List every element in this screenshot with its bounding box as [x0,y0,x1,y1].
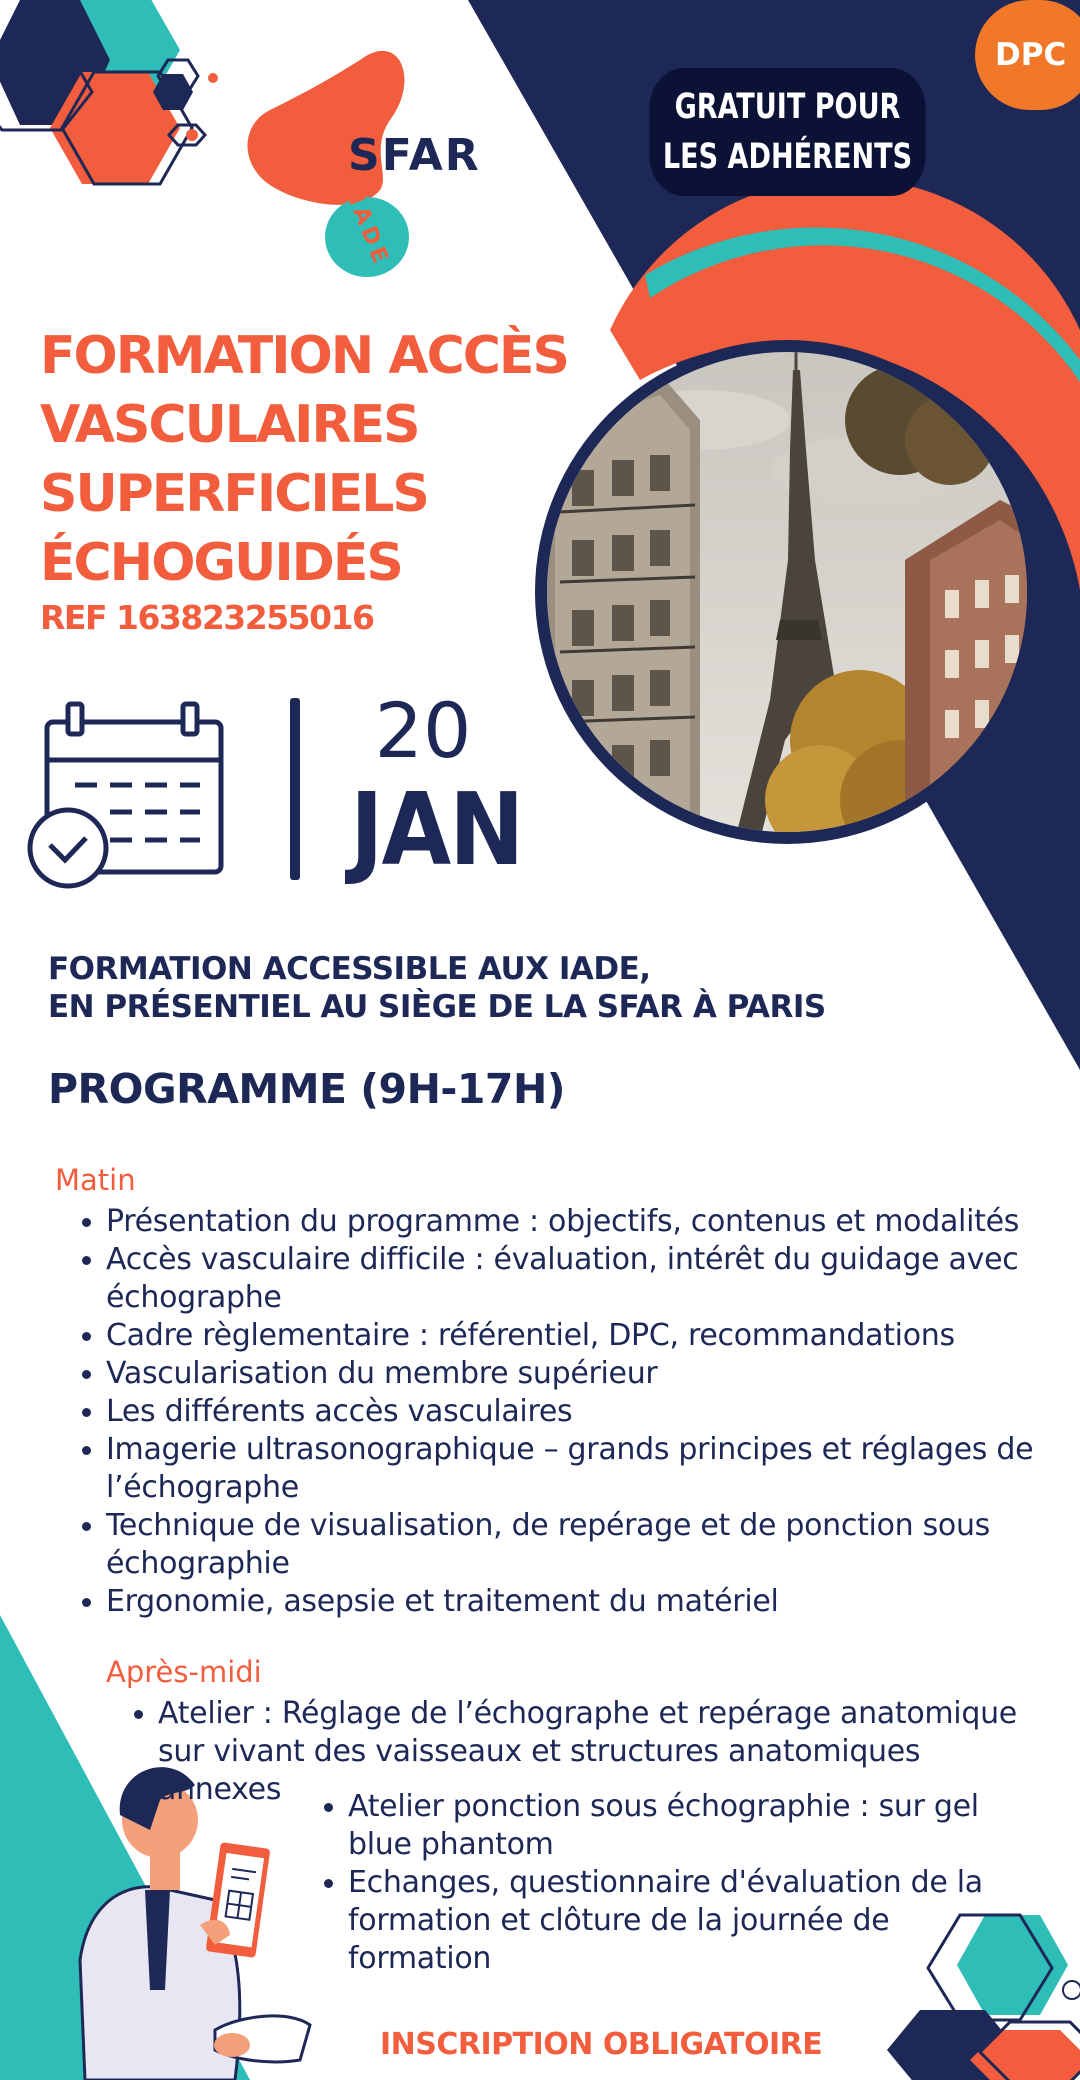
list-item: Imagerie ultrasonographique – grands principes et réglages de l’échographe [80,1431,1055,1507]
title-line-1: FORMATION ACCÈS [40,326,568,386]
free-badge-line2: LES ADHÉRENTS [662,137,913,177]
list-item: Technique de visualisation, de repérage et de ponction sous échographie [80,1507,1055,1583]
list-item: Présentation du programme : objectifs, contenus et modalités [80,1203,1055,1241]
title-line-4: ÉCHOGUIDÉS [40,533,402,593]
access-line-2: EN PRÉSENTIEL AU SIÈGE DE LA SFAR À PARIS [48,989,826,1025]
free-badge-line1: GRATUIT POUR [674,87,901,127]
apres-midi-list-2 [322,1788,1002,1978]
list-item: Atelier : Réglage de l’échographe et repérage anatomique sur vivant des vaisseaux et structures anatomiques annexes [132,1695,1052,1809]
reference-number: REF 163823255016 [40,598,374,637]
matin-label: Matin [55,1163,136,1197]
apres-midi-label: Après-midi [106,1655,262,1689]
access-line-1: FORMATION ACCESSIBLE AUX IADE, [48,951,651,987]
logo-subtext: IADE [342,192,394,271]
matin-list [80,1203,1055,1621]
title-line-2: VASCULAIRES [40,395,419,455]
list-item: Vascularisation du membre supérieur [80,1355,1055,1393]
doctor-clipboard-illustration [80,1767,310,2080]
list-item: Cadre règlementaire : référentiel, DPC, recommandations [80,1317,1055,1355]
list-item: Atelier ponction sous échographie : sur gel blue phantom [322,1788,1002,1864]
registration-required: INSCRIPTION OBLIGATOIRE [380,2027,823,2062]
date-divider [290,698,300,880]
list-item: Les différents accès vasculaires [80,1393,1055,1431]
list-item: Ergonomie, asepsie et traitement du matériel [80,1583,1055,1621]
free-for-members-badge [649,68,925,196]
date-month: JAN [350,771,523,888]
list-item: Echanges, questionnaire d'évaluation de la formation et clôture de la journée de formation [322,1864,1002,1978]
dpc-badge: DPC [975,0,1080,110]
list-item: Accès vasculaire difficile : évaluation, intérêt du guidage avec échographe [80,1241,1055,1317]
calendar-check-icon [30,704,221,886]
programme-title: PROGRAMME (9H-17H) [48,1065,566,1113]
title-line-3: SUPERFICIELS [40,464,428,524]
access-info [48,950,826,1026]
page-title [40,322,600,598]
date-day: 20 [374,686,472,775]
logo-text: SFAR [348,130,481,181]
